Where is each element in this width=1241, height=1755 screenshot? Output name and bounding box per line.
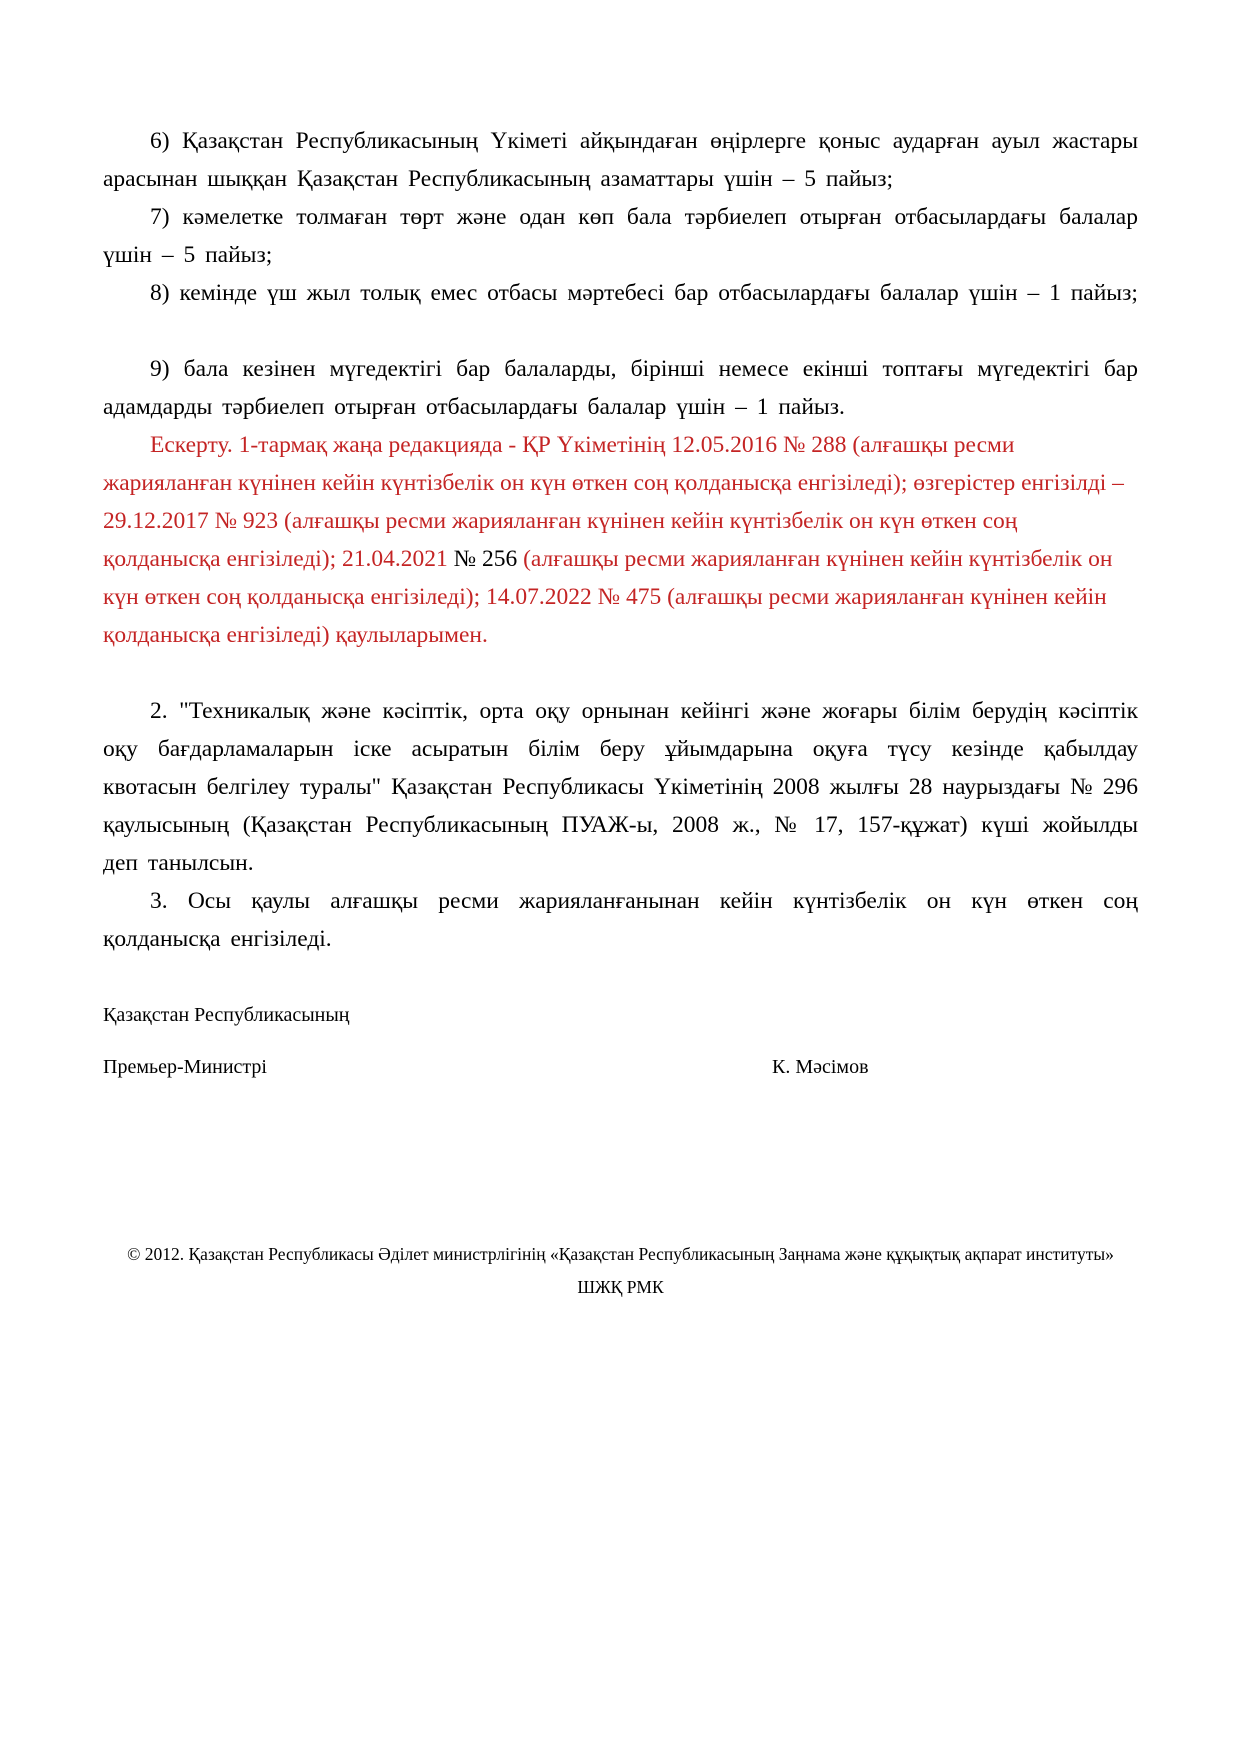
paragraph-subpoint-9: 9) бала кезінен мүгедектігі бар балаларды, бірінші немесе екінші топтағы мүгедектігі бар адамдарды тәрбиелеп отырған отбасылардағы балалар үшін – 1 пайыз. [103,356,1138,420]
note-segment-red-2: (алғашқы ресми жарияланған күнінен кейін күнтізбелік он күн өткен соң қолданысқа енгізіледі); 14.07.2022 № 475 (алғашқы ресми жарияланған күнінен кейін қолданысқа енгізіледі) қаулыларымен. [103,546,1113,648]
signature-row [103,1054,1138,1080]
signature-title: Премьер-Министрі [103,1056,267,1078]
amendment-note [103,426,1138,654]
copyright-text: © 2012. Қазақстан Республикасы Әділет министрлігінің «Қазақстан Республикасының Заңнама және құқықтық ақпарат институты» ШЖҚ РМК [127,1244,1114,1297]
signature-name: К. Мәсімов [772,1056,869,1078]
paragraph-point-2: 2. "Техникалық және кәсіптік, орта оқу орнынан кейінгі және жоғары білім берудің кәсіптік оқу бағдарламаларын іске асыратын білім беру ұйымдарына оқуға түсу кезінде қабылдау квотасын белгілеу туралы" Қазақстан Республикасы Үкіметінің 2008 жылғы 28 наурыздағы № 296 қаулысының (Қазақстан Республикасының ПУАЖ-ы, 2008 ж., № 17, 157-құжат) күші жойылды деп танылсын. [103,698,1138,876]
copyright-footer [103,1238,1138,1304]
paragraph-point-3: 3. Осы қаулы алғашқы ресми жарияланғанынан кейін күнтізбелік он күн өткен соң қолданысқа енгізіледі. [103,888,1138,952]
paragraph-subpoint-6: 6) Қазақстан Республикасының Үкіметі айқындаған өңірлерге қоныс аударған ауыл жастары арасынан шыққан Қазақстан Республикасының азаматтары үшін – 5 пайыз; [103,128,1138,192]
note-segment-red-1: Ескерту. 1-тармақ жаңа редакцияда - ҚР Үкіметінің 12.05.2016 № 288 (алғашқы ресми жарияланған күнінен кейін күнтізбелік он күн өткен соң қолданысқа енгізіледі); өзгерістер енгізілді – 29.12.2017 № 923 (алғашқы ресми жарияланған күнінен кейін күнтізбелік он күн өткен соң қолданысқа енгізіледі); 21.04.2021 [103,432,1124,572]
note-segment-black: № 256 [453,546,518,572]
paragraph-subpoint-7: 7) кәмелетке толмаған төрт және одан көп бала тәрбиелеп отырған отбасылардағы балалар үшін – 5 пайыз; [103,204,1138,268]
paragraph-subpoint-8: 8) кемінде үш жыл толық емес отбасы мәртебесі бар отбасылардағы балалар үшін – 1 пайыз; [150,280,1138,306]
signature-organization: Қазақстан Республикасының [103,1004,350,1026]
signature-block [103,1002,1138,1080]
